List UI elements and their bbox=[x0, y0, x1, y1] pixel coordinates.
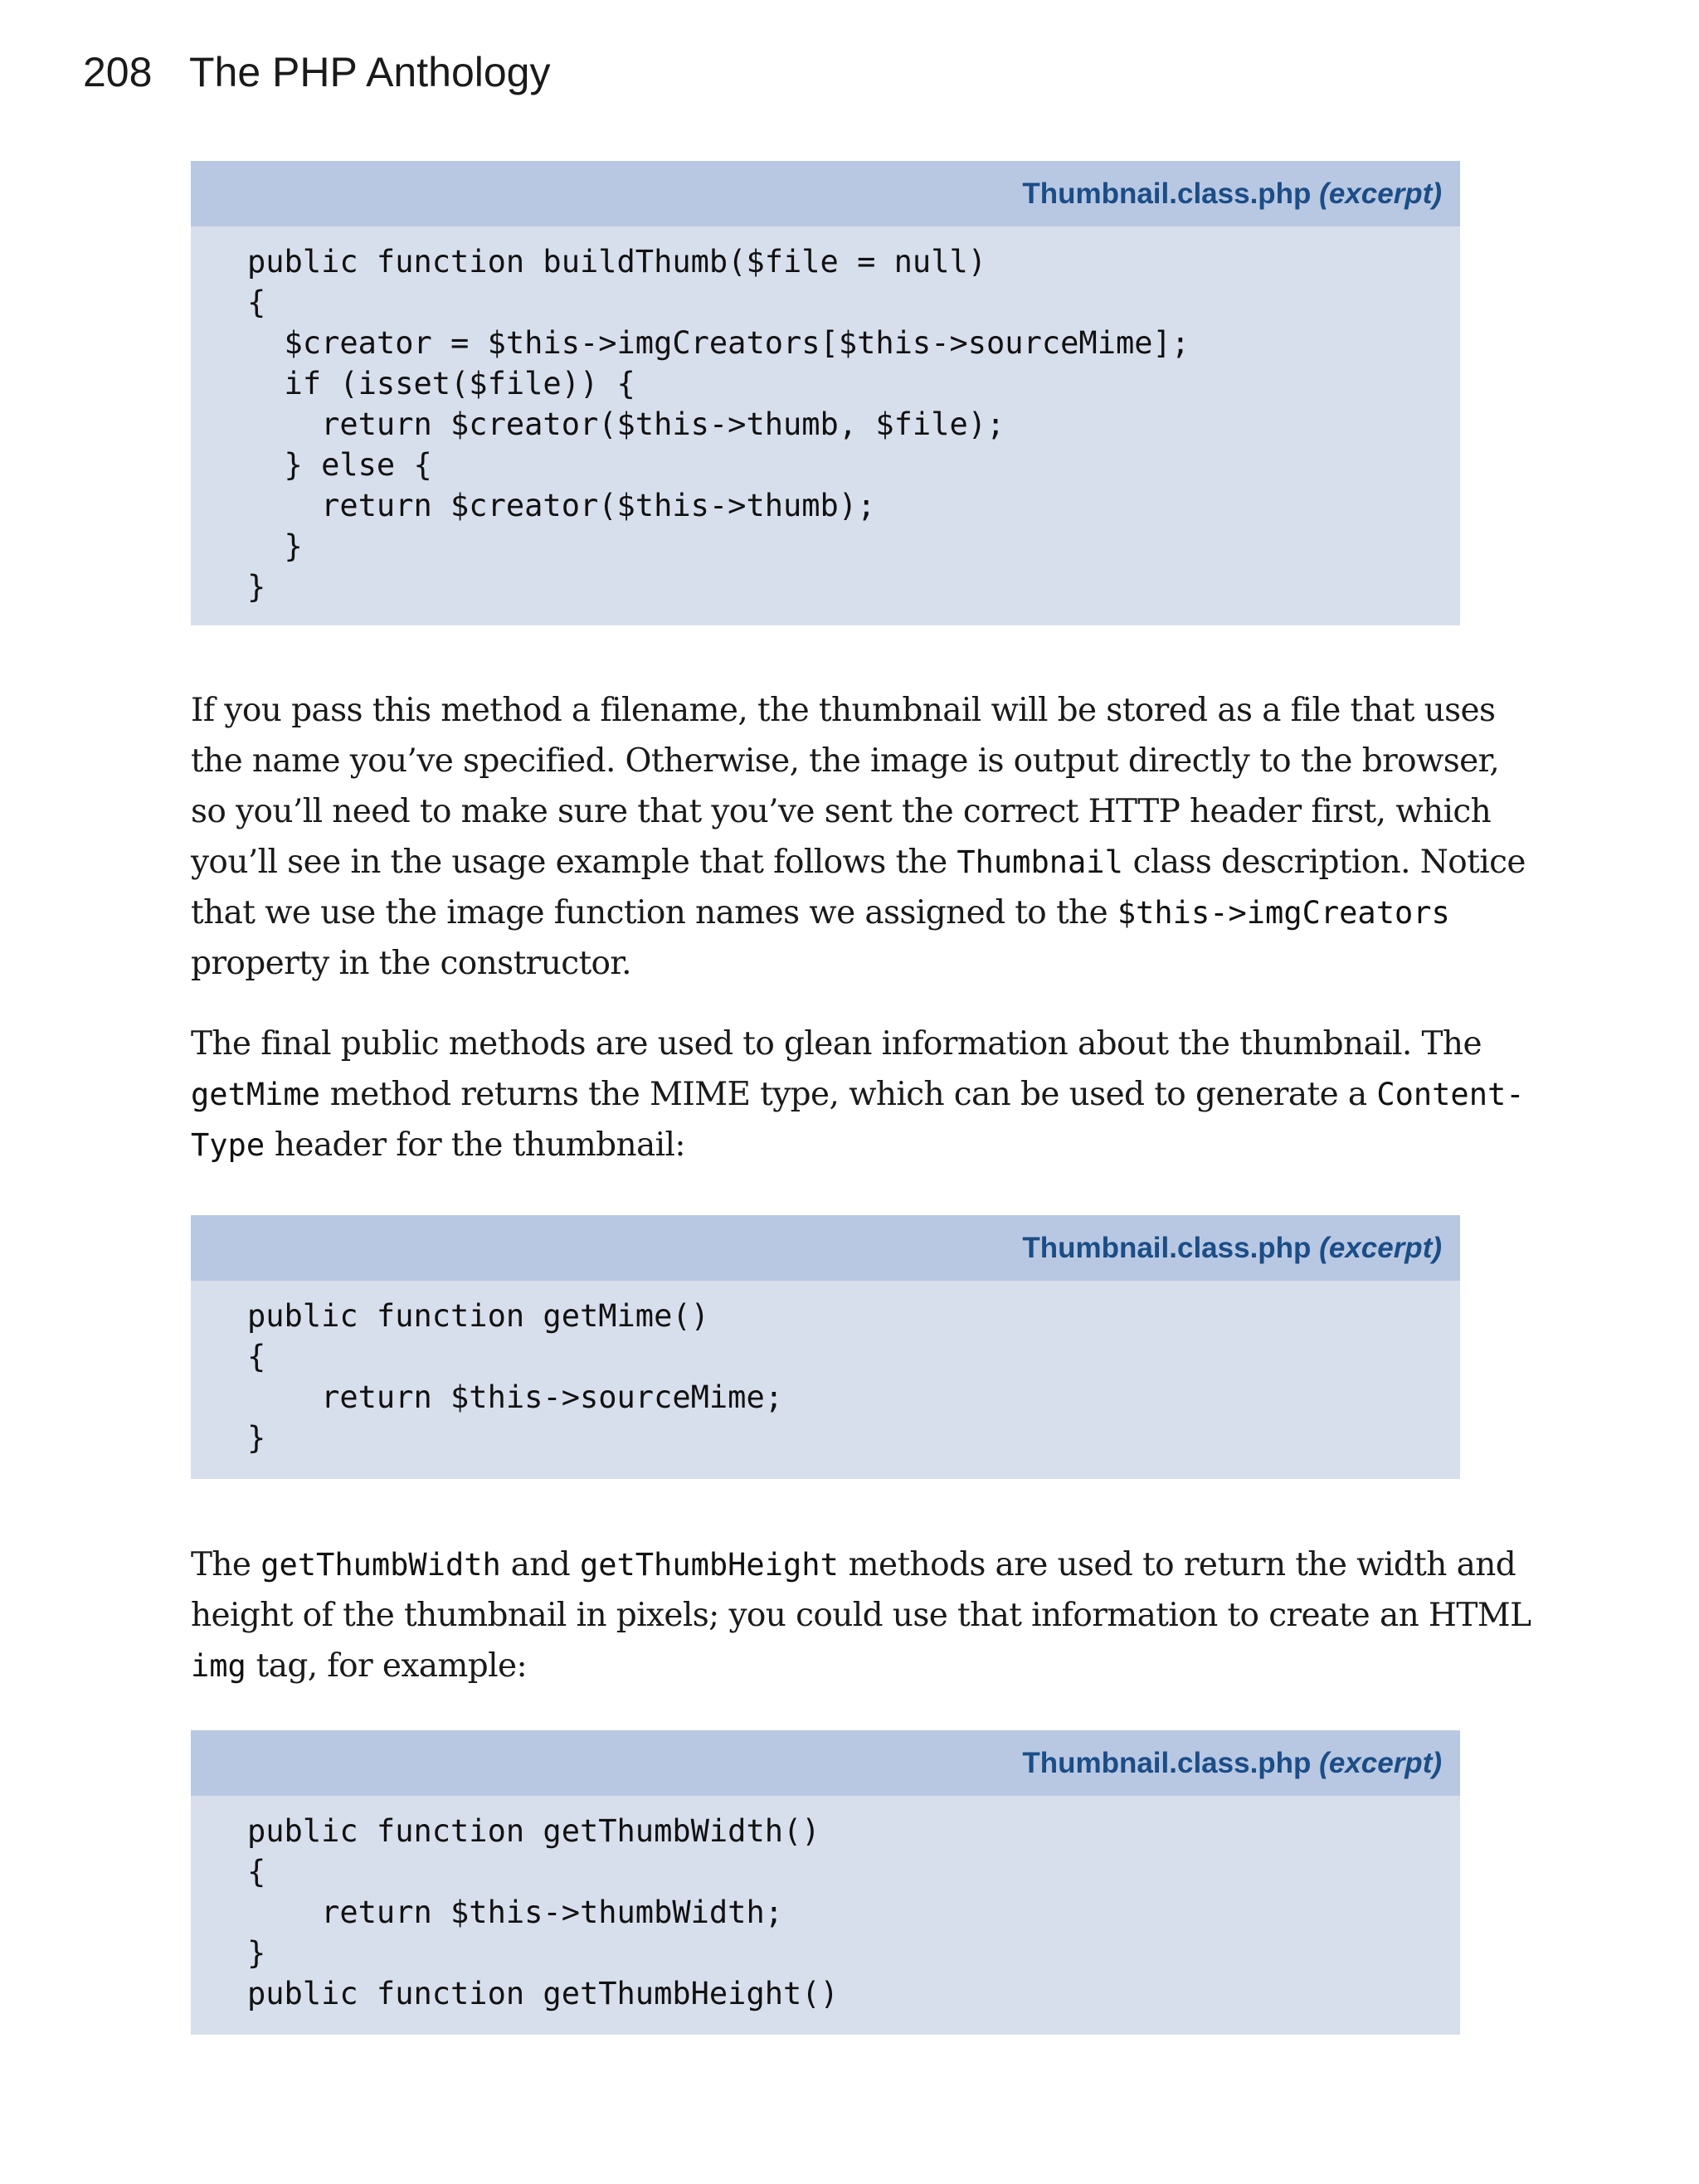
body-paragraph bbox=[191, 1019, 1525, 1170]
paragraph-text: that we use the image function names we assigned to the bbox=[191, 894, 1117, 931]
paragraph-line: If you pass this method a filename, the thumbnail will be stored as a file that uses bbox=[191, 692, 1496, 729]
paragraph-line bbox=[191, 888, 1460, 938]
code-filename: Thumbnail.class.php bbox=[1022, 1747, 1312, 1779]
paragraph-text: methods are used to return the width and bbox=[838, 1546, 1516, 1583]
paragraph-line: The final public methods are used to glean information about the thumbnail. The bbox=[191, 1025, 1482, 1063]
paragraph-line bbox=[191, 837, 1526, 888]
paragraph-line bbox=[191, 1069, 1525, 1120]
code-block-caption bbox=[191, 161, 1460, 226]
inline-code: Type bbox=[191, 1127, 265, 1163]
code-filename: Thumbnail.class.php bbox=[1022, 178, 1312, 210]
paragraph-line bbox=[191, 1540, 1516, 1590]
inline-code: Content- bbox=[1376, 1077, 1525, 1112]
inline-code: img bbox=[191, 1648, 246, 1684]
code-excerpt-note: (excerpt) bbox=[1319, 178, 1442, 210]
book-title: The PHP Anthology bbox=[189, 49, 551, 95]
paragraph-text: tag, for example: bbox=[246, 1647, 528, 1685]
code-excerpt-note: (excerpt) bbox=[1319, 1747, 1442, 1779]
paragraph-text: class description. Notice bbox=[1122, 844, 1526, 881]
code-listing: public function getThumbWidth() { return $this->thumbWidth; } public function getThumbHeight() bbox=[247, 1813, 839, 2011]
page-number: 208 bbox=[83, 49, 153, 95]
paragraph-text: and bbox=[500, 1546, 580, 1583]
paragraph-line: property in the constructor. bbox=[191, 945, 631, 982]
inline-code: $this->imgCreators bbox=[1117, 895, 1450, 931]
inline-code: getMime bbox=[191, 1077, 320, 1112]
paragraph-text: The bbox=[191, 1546, 261, 1583]
inline-code: getThumbHeight bbox=[579, 1547, 839, 1583]
code-listing: public function getMime() { return $this->sourceMime; } bbox=[247, 1298, 784, 1456]
paragraph-line bbox=[191, 1120, 1460, 1170]
inline-code: getThumbWidth bbox=[260, 1547, 501, 1583]
code-block-caption bbox=[191, 1730, 1460, 1796]
code-block-get-thumb-size bbox=[191, 1730, 1460, 2035]
code-excerpt-note: (excerpt) bbox=[1319, 1232, 1442, 1264]
code-filename: Thumbnail.class.php bbox=[1022, 1232, 1312, 1264]
body-paragraph bbox=[191, 1540, 1531, 1691]
code-block-build-thumb bbox=[191, 161, 1460, 625]
paragraph-line: height of the thumbnail in pixels; you could use that information to create an HTML bbox=[191, 1597, 1531, 1634]
code-block-caption bbox=[191, 1215, 1460, 1281]
body-paragraph bbox=[191, 685, 1526, 989]
paragraph-text: method returns the MIME type, which can be used to generate a bbox=[319, 1076, 1377, 1113]
paragraph-line: the name you’ve specified. Otherwise, the image is output directly to the browser, bbox=[191, 742, 1500, 780]
paragraph-text: you’ll see in the usage example that follows the bbox=[191, 844, 957, 881]
inline-code: Thumbnail bbox=[957, 844, 1123, 880]
paragraph-line bbox=[191, 1641, 1460, 1691]
paragraph-text: header for the thumbnail: bbox=[265, 1126, 685, 1164]
code-listing: public function buildThumb($file = null) { $creator = $this->imgCreators[$this->sourceMime]; if (isset($file)) { return $creator($this->thumb, $file); } else { return $creator($this->thumb); } } bbox=[247, 244, 1190, 605]
page-header bbox=[83, 48, 550, 96]
code-block-get-mime bbox=[191, 1215, 1460, 1479]
paragraph-line: so you’ll need to make sure that you’ve sent the correct HTTP header first, which bbox=[191, 793, 1492, 830]
